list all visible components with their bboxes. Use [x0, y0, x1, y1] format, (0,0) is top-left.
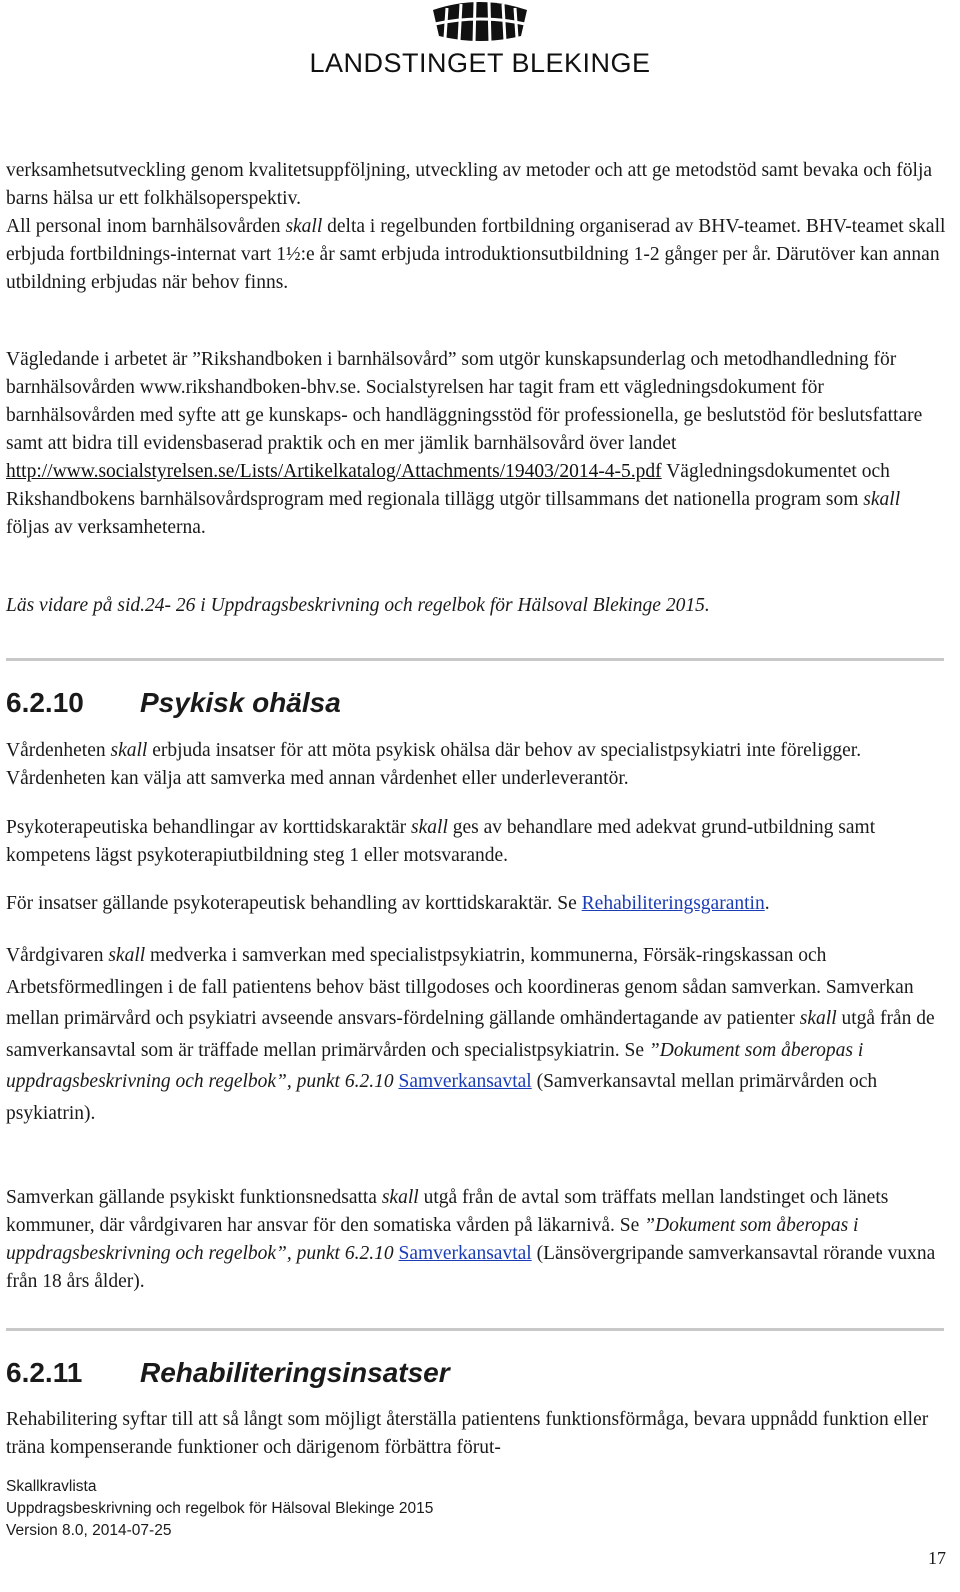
emphasis: skall [381, 1187, 419, 1208]
logo-text: LANDSTINGET BLEKINGE [309, 48, 651, 78]
paragraph [6, 814, 946, 870]
section-number: 6.2.10 [6, 687, 84, 718]
guidance-paragraph [6, 346, 946, 542]
intro-text: delta i regelbunden fortbildning organiserad av BHV-teamet. BHV-teamet skall erbjuda fortbildnings-internat vart 1½:e år samt erbjuda introduktionsutbildning 1-2 gånger per år. Därutöver kan annan utbildning erbjudas när behov finns. [6, 216, 946, 293]
socialstyrelsen-link[interactable]: http://www.socialstyrelsen.se/Lists/Artikelkatalog/Attachments/19403/2014-4-5.pdf [6, 461, 662, 482]
text: (Samverkansavtal mellan primärvården och psykiatrin). [6, 1071, 878, 1124]
rehabiliteringsgarantin-link[interactable]: Rehabiliteringsgarantin [581, 893, 765, 914]
page-footer [6, 1476, 433, 1542]
text: För insatser gällande psykoterapeutisk behandling av korttidskaraktär. Se [6, 893, 582, 914]
section-heading-6-2-10 [6, 686, 341, 720]
text: Rehabilitering syftar till att så långt som möjligt återställa patientens funktionsförmåga, bevara uppnådd funktion eller träna kompenserande funktioner och därigenom förbättra förut- [6, 1409, 929, 1458]
text: Samverkan gällande psykiskt funktionsnedsatta [6, 1187, 382, 1208]
text: utgå från de avtal som träffats mellan landstinget och länets kommuner, där vårdgivaren har ansvar för den somatiska vården på läkarnivå. Se [6, 1187, 889, 1236]
section-divider [6, 658, 944, 661]
emphasis: skall [110, 740, 148, 761]
emphasis: ”Dokument som åberopas i uppdragsbeskrivning och regelbok”, punkt 6.2.10 [6, 1039, 864, 1092]
text: utgå från de samverkansavtal som är träffade mellan primärvården och specialistpsykiatrin. Se [6, 1008, 935, 1061]
emphasis: skall [411, 817, 448, 838]
section-title: Rehabiliteringsinsatser [140, 1357, 450, 1388]
emphasis: ”Dokument som åberopas i uppdragsbeskrivning och regelbok”, punkt 6.2.10 [6, 1215, 859, 1264]
emphasis: skall [285, 216, 323, 237]
emphasis: skall [108, 945, 146, 966]
read-more [6, 592, 946, 620]
text: erbjuda insatser för att möta psykisk ohälsa där behov av specialistpsykiatri inte föreligger. Vårdenheten kan välja att samverka med annan vårdenhet eller underleverantör. [6, 740, 862, 789]
text: . [764, 893, 770, 914]
intro-paragraph [6, 157, 946, 297]
samverkansavtal-link[interactable]: Samverkansavtal [398, 1071, 532, 1092]
header-logo [300, 0, 660, 90]
text: ges av behandlare med adekvat grund-utbildning samt kompetens lägst psykoterapiutbildning steg 1 eller motsvarande. [6, 817, 876, 866]
intro-line1: verksamhetsutveckling genom kvalitetsuppföljning, utveckling av metoder och att ge metodstöd samt bevaka och följa barns hälsa ur ett folkhälsoperspektiv. [6, 160, 933, 209]
guidance-text: Vägledningsdokumentet och Rikshandbokens barnhälsovårdsprogram med regionala tillägg utgör tillsammans det nationella program som [6, 461, 890, 510]
text: Vårdenheten [6, 740, 111, 761]
intro-text: All personal inom barnhälsovården [6, 216, 286, 237]
text: medverka i samverkan med specialistpsykiatrin, kommunerna, Försäk-ringskassan och Arbetsförmedlingen i de fall patientens behov bäst tillgodoses och koordineras genom sådan samverkan. Samverkan mellan primärvård och psykiatri avseende ansvars-fördelning gällande omhändertagande av patienter [6, 945, 914, 1029]
emphasis: skall [799, 1008, 837, 1029]
text: Vårdgivaren [6, 945, 109, 966]
samverkansavtal-link[interactable]: Samverkansavtal [398, 1243, 532, 1264]
read-more-text: Läs vidare på sid.24- 26 i Uppdragsbeskrivning och regelbok för Hälsoval Blekinge 2015. [6, 595, 710, 616]
footer-line: Version 8.0, 2014-07-25 [6, 1522, 172, 1539]
paragraph [6, 1406, 946, 1462]
guidance-text: följas av verksamheterna. [6, 517, 206, 538]
section-title: Psykisk ohälsa [140, 687, 341, 718]
footer-line: Uppdragsbeskrivning och regelbok för Hälsoval Blekinge 2015 [6, 1500, 434, 1517]
ship-icon [425, 0, 535, 44]
guidance-text: Vägledande i arbetet är ”Rikshandboken i barnhälsovård” som utgör kunskapsunderlag och metodhandledning för barnhälsovården www.rikshandboken-bhv.se. Socialstyrelsen har tagit fram ett vägledningsdokument för barnhälsovården med syfte att ge kunskaps- och handläggningsstöd för professionella, ge beslutstöd för beslutsfattare samt att bidra till evidensbaserad praktik och en mer jämlik barnhälsovård över landet [6, 349, 923, 454]
section-divider [6, 1328, 944, 1331]
text: Psykoterapeutiska behandlingar av korttidskaraktär [6, 817, 412, 838]
text: (Länsövergripande samverkansavtal rörande vuxna från 18 års ålder). [6, 1243, 936, 1292]
paragraph [6, 737, 946, 793]
paragraph [6, 890, 946, 918]
section-number: 6.2.11 [6, 1357, 83, 1388]
emphasis: skall [863, 489, 901, 510]
footer-line: Skallkravlista [6, 1478, 97, 1495]
section-heading-6-2-11 [6, 1356, 450, 1390]
page-number: 17 [928, 1548, 946, 1568]
paragraph [6, 1184, 946, 1296]
paragraph [6, 940, 946, 1129]
